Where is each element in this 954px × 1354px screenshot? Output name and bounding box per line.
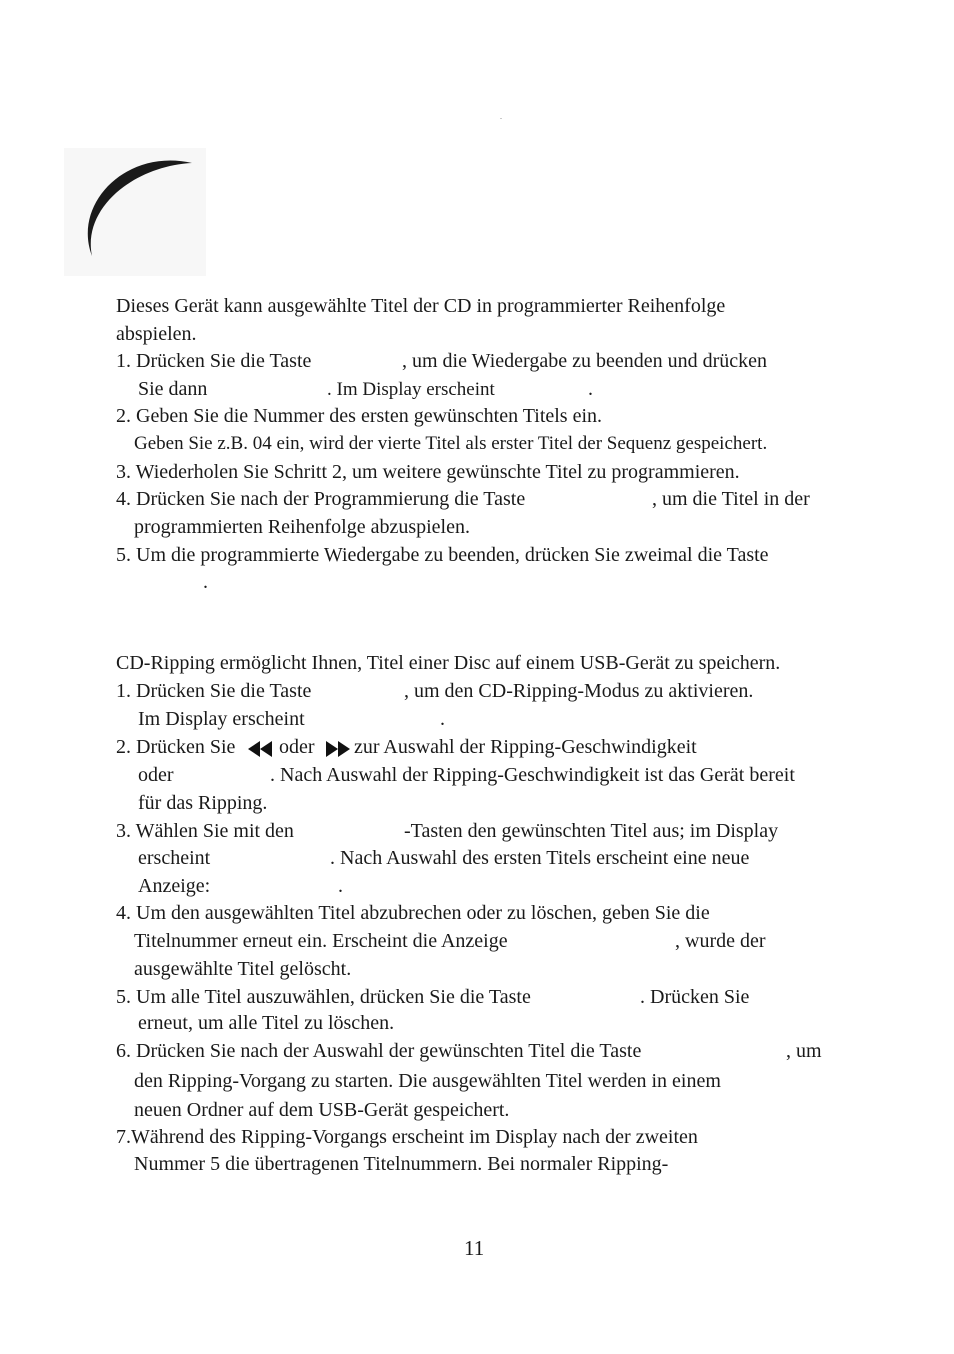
rip-step2-oder: oder <box>279 736 315 758</box>
rip-step4-text-b: Titelnummer erneut ein. Erscheint die Anzeige <box>134 930 508 952</box>
crescent-logo <box>64 148 206 276</box>
fast-forward-icon <box>324 736 352 760</box>
rip-step3-text-e: Anzeige: <box>138 875 211 897</box>
rip-step3-text-b: -Tasten den gewünschten Titel aus; im Display <box>404 820 779 842</box>
step4-text-a: 4. Drücken Sie nach der Programmierung die Taste <box>116 488 526 510</box>
rip-step3-text-d: . Nach Auswahl des ersten Titels erscheint eine neue <box>330 847 750 869</box>
rip-step5-text-b: . Drücken Sie <box>640 986 750 1008</box>
step2-text-a: 2. Geben Sie die Nummer des ersten gewünschten Titels ein. <box>116 405 603 427</box>
rip-step2-text-b: zur Auswahl der Ripping-Geschwindigkeit <box>354 736 697 758</box>
rip-step2-text-d: . Nach Auswahl der Ripping-Geschwindigkeit ist das Gerät bereit <box>270 764 795 786</box>
step4-text-b: , um die Titel in der <box>652 488 810 510</box>
rip-step4-text-c: , wurde der <box>675 930 766 952</box>
rip-step1-text-d: . <box>440 708 445 730</box>
rip-step2-text-a: 2. Drücken Sie <box>116 736 236 758</box>
page-number: 11 <box>464 1236 485 1260</box>
section1-intro-line2: abspielen. <box>116 323 197 345</box>
rip-step5-text-c: erneut, um alle Titel zu löschen. <box>138 1012 395 1034</box>
rip-step6-text-d: neuen Ordner auf dem USB-Gerät gespeichert. <box>134 1099 510 1121</box>
rip-step3-text-a: 3. Wählen Sie mit den <box>116 820 294 842</box>
step2-text-b: Geben Sie z.B. 04 ein, wird der vierte Titel als erster Titel der Sequenz gespeichert. <box>134 433 768 454</box>
rip-step3-text-c: erscheint <box>138 847 211 869</box>
rip-step1-text-b: , um den CD-Ripping-Modus zu aktivieren. <box>404 680 754 702</box>
rip-step1-text-c: Im Display erscheint <box>138 708 305 730</box>
step3-text: 3. Wiederholen Sie Schritt 2, um weitere gewünschte Titel zu programmieren. <box>116 461 740 483</box>
step5-text-b: . <box>203 571 208 593</box>
step1-text-c: Sie dann <box>138 378 208 400</box>
top-dot: . <box>500 112 502 121</box>
rewind-icon <box>246 736 274 760</box>
step1-text-e: . <box>588 378 593 400</box>
rip-step4-text-a: 4. Um den ausgewählten Titel abzubrechen oder zu löschen, geben Sie die <box>116 902 710 924</box>
rip-step1-text-a: 1. Drücken Sie die Taste <box>116 680 312 702</box>
rip-step3-text-f: . <box>338 875 343 897</box>
rip-step6-text-b: , um <box>786 1040 822 1062</box>
rip-step5-text-a: 5. Um alle Titel auszuwählen, drücken Sie die Taste <box>116 986 531 1008</box>
section1-intro-line1: Dieses Gerät kann ausgewählte Titel der CD in programmierter Reihenfolge <box>116 295 726 317</box>
rip-step2-text-c: oder <box>138 764 174 786</box>
step4-text-c: programmierten Reihenfolge abzuspielen. <box>134 516 470 538</box>
rip-step4-text-d: ausgewählte Titel gelöscht. <box>134 958 352 980</box>
step1-text-d: . Im Display erscheint <box>327 379 495 400</box>
rip-step2-text-e: für das Ripping. <box>138 792 268 814</box>
step5-text-a: 5. Um die programmierte Wiedergabe zu beenden, drücken Sie zweimal die Taste <box>116 544 769 566</box>
rip-step6-text-c: den Ripping-Vorgang zu starten. Die ausgewählten Titel werden in einem <box>134 1070 721 1092</box>
rip-step7-text-b: Nummer 5 die übertragenen Titelnummern. Bei normaler Ripping- <box>134 1153 669 1175</box>
rip-step6-text-a: 6. Drücken Sie nach der Auswahl der gewünschten Titel die Taste <box>116 1040 642 1062</box>
section2-intro: CD-Ripping ermöglicht Ihnen, Titel einer Disc auf einem USB-Gerät zu speichern. <box>116 652 781 674</box>
rip-step7-text-a: 7.Während des Ripping-Vorgangs erscheint im Display nach der zweiten <box>116 1126 698 1148</box>
step1-text-b: , um die Wiedergabe zu beenden und drücken <box>402 350 767 372</box>
step1-text-a: 1. Drücken Sie die Taste <box>116 350 312 372</box>
